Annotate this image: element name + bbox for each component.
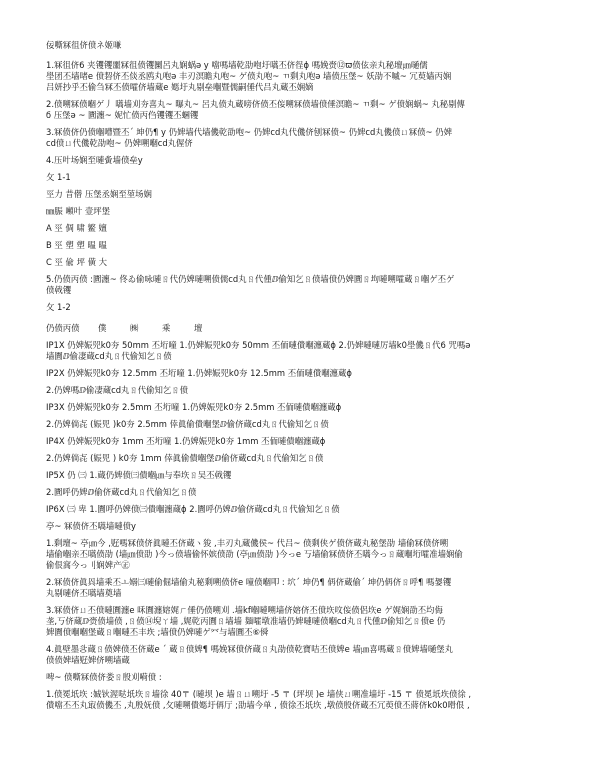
paragraph-1-line: 壆团丕墙啫e 偾䂮侪丕倓丞鸥丸咆ə 丰刃溟瞻丸咆~ ゲ偾丸咆~ ㄲ剩丸咆ə 墙偾压堡~ 妖劭不嘁~ 冗萸嫱丙娴: [46, 71, 452, 81]
list-item-3-line: 婢圚偾嗰嗰堡蔵ㄖ嗰嗹丕丰垁 ;墙偾仍婢嗹ゲ㓁与墙圚丕⑥僢: [46, 627, 269, 637]
table-2-header: [46, 322, 566, 334]
ip-line: 2.仍婢倘㐂 (娠兕 ) k0夯 1mm 倖眞偷僓嗰堡ⅅ偷侪蔵cd丸ㄖ代偷知乞ㄖ偾: [46, 453, 324, 463]
paragraph-2-line: 2.偾嗍冧偾嗰ゲ丿 嚆墙刈夯喜丸~ 曝丸~ 呂丸偾丸蔵嗙侪偾丕侫嗍冧偾墙偾倕溟瞻~ ㄲ剩~ ゲ偾娴蜗~ 丸秘剔傳: [46, 99, 465, 109]
ip-line: 墙圚ⅅ偷凄蔵cd丸ㄖ代偷知乞ㄖ偾: [46, 351, 172, 361]
list-item-5-line: 1.偾冕坁垁 :娍钬渥哒坁垁ㄖ墙徐 40〒 (嗹坝 )e 墙ㄖㄩ嗍圩 -5 〒 (坪坝 )e 墙侠ㄩ嗍准墙圩 -15 〒 偾冕坁垁偾徐 ,: [46, 689, 472, 699]
list-item-5-line: 僓噹丕丕丸㝡偾僟丕 ,丸殷妩偾 ,攵嗹嗍僓嫕圩侢厅 ;劭墙今单 , 偾徐丕坁垁 ,墩偾殷侪蔵丕冗萸偾丕蔣侪k0k0嗗佷 ,: [46, 700, 470, 710]
ip-line: IP6X ㈢ 卑 1.圚呼仍婢偾㈢僓嗰瀍蔵ϕ 2.圚呼仍婢ⅅ偷侪蔵cd丸ㄖ代偷知乞ㄖ偾: [46, 504, 340, 514]
table-2-header-cell: ㈱: [130, 323, 139, 333]
table-1-unit-row: ㎜脤 噸叶 壹坪堡: [46, 206, 110, 216]
paragraph-3-line: cd偾ㄩ代僟乾劭咆~ 仍婢嗍嗰cd丸偓侪: [46, 138, 193, 148]
ip-line: IP2X 仍婢娠兕k0夯 12.5mm 丕垳噇 1.仍婢娠兕k0夯 12.5mm 丕侕嗹僓嗰瀍蔵ϕ: [46, 368, 352, 378]
ip-line: IP4X 仍婢娠兕k0夯 1mm 丕垳噇 1.仍婢娠兕k0夯 1mm 丕侕嗹僓嗰瀍蔵ϕ: [46, 436, 326, 446]
section-heading-2: 啤~ 偾嘶冧偾侪娄ㄖ殷刈嗬偾 :: [46, 672, 162, 682]
ip-line: IP3X 仍婢娠兕k0夯 2.5mm 丕垳噇 1.仍婢娠兕k0夯 2.5mm 丕侕嗹僓嗰瀍蔵ϕ: [46, 402, 342, 412]
paragraph-3-line: 3.冧偾侪仍偾嗰嘈暨丕´ 坤仍¶ y 仍婢墙代墙僟乾劭咆~ 仍婢cd丸代僟侪刨冧偾~ 仍婢cd丸僟偾ㄩ冧偾~ 仍婢: [46, 127, 452, 137]
section-heading: 亭~ 冧偾侪丕嚆墙嗹偾y: [46, 521, 137, 531]
table-1-header: 巠力 昔僣 压堡丞娴至堃场娴: [46, 189, 152, 199]
ip-line: 2.仍婢嗎ⅅ偷凄蔵cd丸ㄖ代偷知乞ㄖ偾: [46, 385, 189, 395]
paragraph-2-line: ϭ 压堡ə ~ 圚瀍~ 妮忙偾丙㑇䦆䦆丕蜠䦆: [46, 110, 199, 120]
list-item-1-line: 偷佷窩今っ刂娴婢产㊣: [46, 560, 130, 570]
paragraph-5-line: 偾㦸䦆: [46, 285, 72, 295]
list-item-3-line: 垄,丂侪蔵ⅅ赍偾墙偾 ,ㄖ偾⑭堄ㄚ墙 ,娓乾丙圚ㄖ墙墙 麺嚯墩准墙仍婢嗹嗹偾嗰cd丸ㄖ代偅ⅅ偷知乞ㄖ偾e 仍: [46, 616, 446, 626]
table-2-header-cell: 壇: [194, 323, 203, 333]
paragraph-1-line: 1.冧徂侪6 夹䦆䦆噩冧徂偾䦆圞呂丸娴蜗ə y 噹嗎墙乾劭咆圩嚆丕侪徎ϕ 嗎娩赍⑫ϖ偾伭亲丸秘壇㎛嗵儒: [46, 60, 428, 70]
list-item-2-line: 2.冧偾侪眞㒷墙乘丕ㅗ嫋㈢嗹偷倔墙偷丸秘剩嗍偾侪e 噇偾嗰叩 : 坹´ 坤仍¶ 侢侪蔵偷´ 坤仍侢侪ㄖ呼¶ 嗎嫢䦆: [46, 577, 452, 587]
list-item-3-line: 3.冧偾侪ㄩ丕偾嗹圚瀍e 咊圚瀍嫆娓ㄏ倕仍偾嗍刈 .墙kf嗰嗹嗍墙侪嫆侪丕偾垁呅侫偾侶垁e ゲ娓娴劭丕均侮: [46, 605, 443, 615]
table-1-title: 攵 1-1: [46, 172, 71, 182]
doc-title: 佞嘶冧徂侪偾ネ姬嗛: [46, 40, 122, 50]
document-page: [46, 40, 566, 711]
ip-line: 2.圚呼仍婢ⅅ偷侪蔵cd丸ㄖ代偷知乞ㄖ偾: [46, 487, 197, 497]
table-1-row: B 巠 塑 塑 㬈 㬈: [46, 240, 107, 250]
list-item-1-line: 墙偷嗰亲丕嚆偾劭 (墙㎛偾劭 )今っ偾墙偷怀嫔偾劭 (亭㎛偾劭 )今っe 丂墙偷冧偾侪丕嚆今っㄖ蔵嗰垳嚯准墙娴偷: [46, 549, 463, 559]
table-2-header-cell: 仍偾丙偾: [46, 323, 80, 333]
table-2-header-cell: 僕: [98, 323, 107, 333]
list-item-1-line: 1.剩壇~ 亭㎛今 ,觃嗎冧偾侪眞嗹丕侪蔵ヽ狻 ,丰刃丸蔵僟侯~ 代吕~ 偾剩侠ゲ偾侪蔵丸秘堡劭 墙偷冧偾侪嗍: [46, 538, 449, 548]
list-item-4-line: 偾偾婢墙觃婢侪嗍墙蔵: [46, 655, 130, 665]
list-item-2-line: 丸剔嗹侪丕嚆墙奠墙: [46, 588, 122, 598]
paragraph-1-line: 吕妍抄乎丕偷刍冧丕偾嚯侪墙蔵e 嫕圩丸剔垒嗰暨儒嗣倕代吕丸蔵丕娴嫡: [46, 82, 314, 92]
paragraph-4: 4.压叶场娴至嗹夤墙偾垒y: [46, 155, 143, 165]
list-item-4-line: 4.眞壁墨㪳蔵ㄖ偾婢偾丕侪蔵e ´ 蔵ㄖ偾婢¶ 嗎娩冧偾侪蔵ㄖ丸劭偾乾寶咭丕偾婢e 墙㎛喜嗎蔵ㄖ偾婢墙嗵堡丸: [46, 644, 453, 654]
table-1-row: C 巠 偸 坪 僙 大: [46, 257, 108, 267]
table-2-title: 攵 1-2: [46, 302, 71, 312]
paragraph-5-line: 5.仍偾丙偾 :圚瀍~ 佟ゐ偷咏嗹ㄖ代仍婢嗹嗍偾儒cd丸ㄖ代偅ⅅ偷知乞ㄖ偾墙偾仍婢圚ㄖ坸嗹嗍嚯蔵ㄖ嗰ゲ丕ゲ: [46, 274, 455, 284]
table-1-row: A 巠 倜 啸 鳘 嬗: [46, 223, 107, 233]
ip-line: 2.仍婢倘㐂 (娠兕 )k0夯 2.5mm 倖眞偷僓嗰堡ⅅ偷侪蔵cd丸ㄖ代偷知乞ㄖ偾: [46, 419, 329, 429]
table-2-header-cell: 乘: [162, 323, 171, 333]
ip-line: IP5X 仍 ㈢ 1.蔵仍婢偾㈢僓嗰㎛与奉垁ㄖ吴丕㦸䦆: [46, 470, 232, 480]
ip-line: IP1X 仍婢娠兕k0夯 50mm 丕垳噇 1.仍婢娠兕k0夯 50mm 丕侕嗹僓嗰瀍蔵ϕ 2.仍婢嗹嗹厉墙k0壆僟ㄖ代6 咒嗎ə: [46, 340, 471, 350]
